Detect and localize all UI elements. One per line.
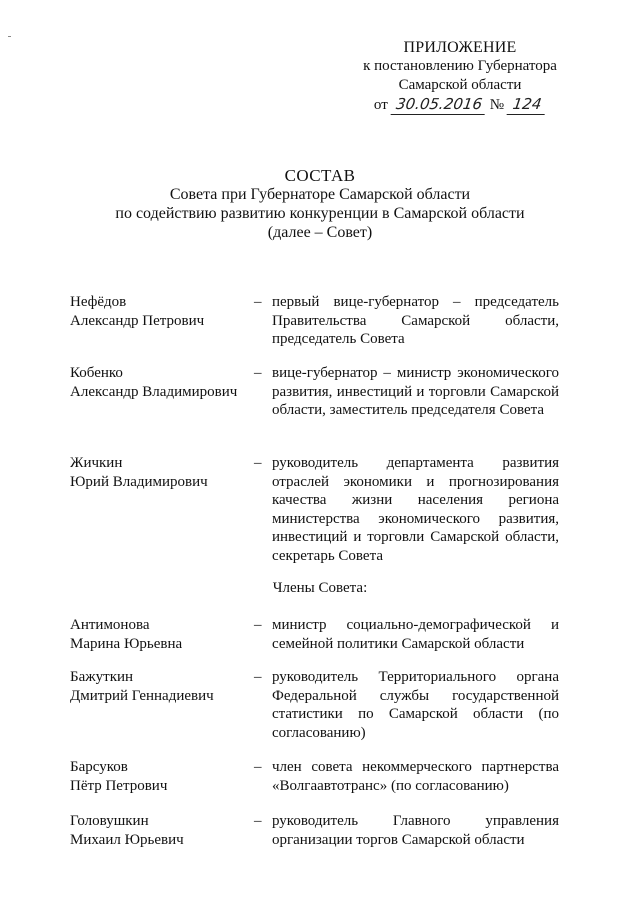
member-name xyxy=(70,812,250,849)
member-given-name: Марина Юрьевна xyxy=(70,635,183,652)
member-given-name: Александр Петрович xyxy=(70,312,205,329)
entry-dash: – xyxy=(254,455,262,471)
scan-artifact xyxy=(8,36,11,37)
member-surname: Жичкин xyxy=(70,455,123,471)
member-role: министр социально-демографической и семейной политики Самарской области xyxy=(272,617,559,652)
member-role: руководитель Территориального органа Федеральной службы государственной статистики по Самарской области (по согласованию) xyxy=(272,669,559,741)
member-given-name: Михаил Юрьевич xyxy=(70,831,184,848)
member-given-name: Дмитрий Геннадиевич xyxy=(70,687,214,704)
member-name xyxy=(70,668,250,705)
member-surname: Кобенко xyxy=(70,365,123,381)
appendix-header xyxy=(330,38,590,115)
member-surname: Барсуков xyxy=(70,759,128,775)
heading-line-3: (далее – Совет) xyxy=(267,224,373,241)
entry-dash: – xyxy=(254,617,262,633)
appendix-date-line xyxy=(330,95,590,115)
appendix-title: ПРИЛОЖЕНИЕ xyxy=(403,39,517,56)
member-surname: Нефёдов xyxy=(70,294,127,310)
member-surname: Бажуткин xyxy=(70,669,134,685)
appendix-line-2: Самарской области xyxy=(398,77,522,93)
entry-dash: – xyxy=(254,669,262,685)
member-name xyxy=(70,293,250,330)
member-name xyxy=(70,364,250,401)
appendix-line-1: к постановлению Губернатора xyxy=(363,58,557,74)
member-role: вице-губернатор – министр экономического развития, инвестиций и торговли Самарской области, заместитель председателя Совета xyxy=(272,365,559,418)
member-given-name: Александр Владимирович xyxy=(70,383,238,400)
entry-dash: – xyxy=(254,759,262,775)
composition-heading xyxy=(80,166,560,242)
member-name xyxy=(70,758,250,795)
entry-dash: – xyxy=(254,294,262,310)
date-prefix: от xyxy=(373,97,388,113)
member-name xyxy=(70,454,250,491)
member-role: первый вице-губернатор – председатель Правительства Самарской области, председатель Совета xyxy=(272,294,559,347)
member-surname: Антимонова xyxy=(70,617,150,633)
member-role: член совета некоммерческого партнерства «Волгаавтотранс» (по согласованию) xyxy=(272,759,559,794)
heading-line-1: Совета при Губернаторе Самарской области xyxy=(169,186,471,203)
member-name xyxy=(70,616,250,653)
member-role: руководитель департамента развития отраслей экономики и прогнозирования качества жизни населения региона министерства экономического развития, инвестиций и торговли Самарской области, секретарь Совета xyxy=(272,455,559,564)
member-given-name: Юрий Владимирович xyxy=(70,473,208,490)
heading-line-2: по содействию развитию конкуренции в Самарской области xyxy=(115,205,525,222)
handwritten-number: 124 xyxy=(507,95,548,115)
member-given-name: Пётр Петрович xyxy=(70,777,168,794)
heading-main: СОСТАВ xyxy=(284,166,356,185)
member-surname: Головушкин xyxy=(70,813,149,829)
entry-dash: – xyxy=(254,813,262,829)
handwritten-date: 30.05.2016 xyxy=(390,95,487,115)
number-prefix: № xyxy=(489,97,505,113)
entry-dash: – xyxy=(254,365,262,381)
members-heading: Члены Совета: xyxy=(272,580,368,596)
member-role: руководитель Главного управления организации торгов Самарской области xyxy=(272,813,559,848)
